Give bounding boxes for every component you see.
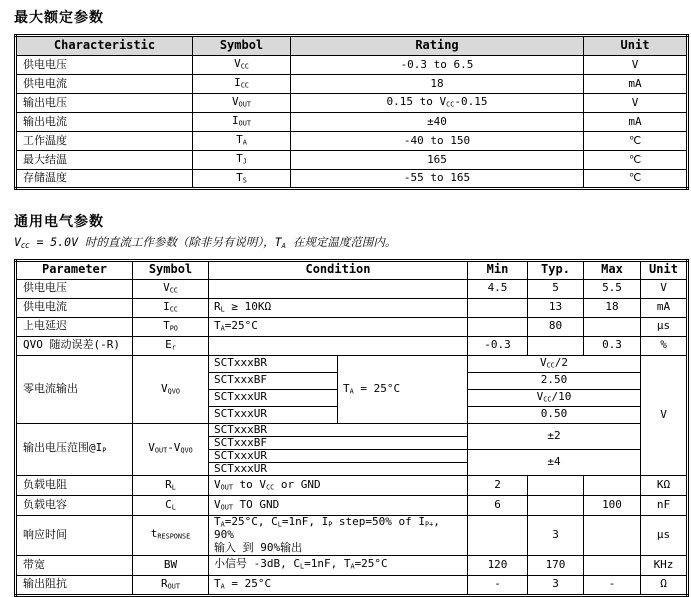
table-row <box>16 575 688 595</box>
max-cell <box>584 475 641 495</box>
variant-cell: SCTxxxUR <box>209 406 338 423</box>
characteristic-cell: 输出电流 <box>16 113 193 132</box>
min-cell: - <box>468 575 528 595</box>
min-cell: 6 <box>468 495 528 515</box>
characteristic-cell: 存储温度 <box>16 170 193 189</box>
characteristic-cell: 工作温度 <box>16 132 193 151</box>
header-characteristic: Characteristic <box>16 36 193 56</box>
header-condition: Condition <box>209 260 468 279</box>
header-typ: Typ. <box>528 260 584 279</box>
param-cell: 输出电压范围$@I_P$ <box>16 423 133 475</box>
typ-cell <box>528 336 584 355</box>
table-row <box>16 94 688 113</box>
table-row <box>16 555 688 575</box>
table-header-row <box>16 260 688 279</box>
symbol-cell: $t_{RESPONSE}$ <box>133 515 209 555</box>
symbol-cell: $T_{PO}$ <box>133 317 209 336</box>
symbol-cell: $R_L$ <box>133 475 209 495</box>
max-ratings-table <box>14 34 689 190</box>
section-title-general-params: 通用电气参数 <box>14 214 104 230</box>
unit-cell: KΩ <box>641 475 688 495</box>
table-header-row <box>16 36 688 56</box>
typ-cell <box>528 475 584 495</box>
symbol-cell: $E_r$ <box>133 336 209 355</box>
param-cell: QVO 随动误差(-R) <box>16 336 133 355</box>
header-parameter: Parameter <box>16 260 133 279</box>
unit-cell: Ω <box>641 575 688 595</box>
unit-cell: mA <box>641 298 688 317</box>
value-cell: 0.50 <box>468 406 641 423</box>
unit-cell: V <box>641 279 688 298</box>
rating-cell: 165 <box>291 151 584 170</box>
unit-cell: nF <box>641 495 688 515</box>
param-cell: 供电电压 <box>16 279 133 298</box>
header-symbol: Symbol <box>133 260 209 279</box>
symbol-cell: $I_{CC}$ <box>193 75 291 94</box>
value-cell: $V_{CC}/2$ <box>468 355 641 372</box>
table-row <box>16 279 688 298</box>
table-row <box>16 170 688 189</box>
symbol-cell: $R_{OUT}$ <box>133 575 209 595</box>
unit-cell: ℃ <box>584 132 688 151</box>
symbol-cell: BW <box>133 555 209 575</box>
header-max: Max <box>584 260 641 279</box>
typ-cell: 13 <box>528 298 584 317</box>
variant-cell: SCTxxxBF <box>209 436 468 449</box>
param-cell: 负载电容 <box>16 495 133 515</box>
unit-cell: V <box>584 56 688 75</box>
symbol-cell: $I_{CC}$ <box>133 298 209 317</box>
rating-cell: 18 <box>291 75 584 94</box>
table-row <box>16 355 688 372</box>
condition-cell: $R_L \ge 10K\Omega$ <box>209 298 468 317</box>
table-row <box>16 475 688 495</box>
variant-cell: SCTxxxBR <box>209 423 468 436</box>
max-cell <box>584 317 641 336</box>
min-cell <box>468 515 528 555</box>
rating-cell: -55 to 165 <box>291 170 584 189</box>
condition-cell <box>209 279 468 298</box>
table-row <box>16 317 688 336</box>
condition-cell: $V_{OUT}$ TO GND <box>209 495 468 515</box>
table-row <box>16 56 688 75</box>
rating-cell: 0.15 to $V_{CC}-0.15$ <box>291 94 584 113</box>
symbol-cell: $V_{CC}$ <box>133 279 209 298</box>
min-cell: 120 <box>468 555 528 575</box>
param-cell: 零电流输出 <box>16 355 133 423</box>
typ-cell: 5 <box>528 279 584 298</box>
header-unit: Unit <box>641 260 688 279</box>
rating-cell: ±40 <box>291 113 584 132</box>
symbol-cell: $C_L$ <box>133 495 209 515</box>
param-cell: 带宽 <box>16 555 133 575</box>
value-cell: ±2 <box>468 423 641 449</box>
max-cell: - <box>584 575 641 595</box>
unit-cell: KHz <box>641 555 688 575</box>
condition-cell <box>209 336 468 355</box>
symbol-cell: $I_{OUT}$ <box>193 113 291 132</box>
header-unit: Unit <box>584 36 688 56</box>
max-cell: 100 <box>584 495 641 515</box>
condition-cell: $T_A = 25^\circ C$ <box>209 575 468 595</box>
rating-cell: -40 to 150 <box>291 132 584 151</box>
value-cell: ±4 <box>468 449 641 475</box>
symbol-cell: $T_J$ <box>193 151 291 170</box>
variant-cell: SCTxxxUR <box>209 449 468 462</box>
rating-cell: -0.3 to 6.5 <box>291 56 584 75</box>
general-params-note: $V_{CC} = 5.0V$ 时的直流工作参数（除非另有说明），$T_A$ 在规定温度范围内。 <box>14 235 397 250</box>
characteristic-cell: 供电电流 <box>16 75 193 94</box>
general-params-table <box>14 259 689 597</box>
variant-cell: SCTxxxUR <box>209 462 468 475</box>
min-cell <box>468 298 528 317</box>
symbol-cell: $T_S$ <box>193 170 291 189</box>
unit-cell: ℃ <box>584 170 688 189</box>
variant-cell: SCTxxxUR <box>209 389 338 406</box>
typ-cell: 170 <box>528 555 584 575</box>
max-cell: 0.3 <box>584 336 641 355</box>
min-cell: -0.3 <box>468 336 528 355</box>
unit-cell: mA <box>584 113 688 132</box>
symbol-cell: $V_{OUT}-V_{QVO}$ <box>133 423 209 475</box>
variant-cell: SCTxxxBF <box>209 372 338 389</box>
condition-cell: $T_A=25^\circ C$, $C_L=1nF$, $I_P$ step=50% of $I_{P+}$, 90% 输入 到 90%输出 <box>209 515 468 555</box>
value-cell: $V_{CC}/10$ <box>468 389 641 406</box>
header-symbol: Symbol <box>193 36 291 56</box>
characteristic-cell: 供电电压 <box>16 56 193 75</box>
table-row <box>16 298 688 317</box>
symbol-cell: $V_{OUT}$ <box>193 94 291 113</box>
section-title-max-ratings: 最大额定参数 <box>14 10 104 26</box>
min-cell: 2 <box>468 475 528 495</box>
min-cell: 4.5 <box>468 279 528 298</box>
max-cell <box>584 555 641 575</box>
table-row <box>16 423 688 436</box>
unit-cell: V <box>641 355 688 475</box>
typ-cell: 3 <box>528 515 584 555</box>
table-row <box>16 151 688 170</box>
max-cell <box>584 515 641 555</box>
table-row <box>16 515 688 555</box>
param-cell: 响应时间 <box>16 515 133 555</box>
symbol-cell: $V_{QVO}$ <box>133 355 209 423</box>
characteristic-cell: 输出电压 <box>16 94 193 113</box>
condition-cell: $T_A = 25^\circ C$ <box>338 355 468 423</box>
characteristic-cell: 最大结温 <box>16 151 193 170</box>
unit-cell: V <box>584 94 688 113</box>
table-row <box>16 336 688 355</box>
table-row <box>16 113 688 132</box>
max-cell: 5.5 <box>584 279 641 298</box>
condition-cell: $V_{OUT}$ to $V_{CC}$ or GND <box>209 475 468 495</box>
param-cell: 负载电阻 <box>16 475 133 495</box>
unit-cell: % <box>641 336 688 355</box>
min-cell <box>468 317 528 336</box>
condition-cell: 小信号 -3dB, $C_L=1nF$, $T_A=25^\circ C$ <box>209 555 468 575</box>
typ-cell: 3 <box>528 575 584 595</box>
unit-cell: μs <box>641 515 688 555</box>
typ-cell <box>528 495 584 515</box>
param-cell: 输出阻抗 <box>16 575 133 595</box>
value-cell: 2.50 <box>468 372 641 389</box>
typ-cell: 80 <box>528 317 584 336</box>
variant-cell: SCTxxxBR <box>209 355 338 372</box>
table-row <box>16 132 688 151</box>
condition-cell: $T_A=25^\circ C$ <box>209 317 468 336</box>
param-cell: 供电电流 <box>16 298 133 317</box>
unit-cell: μs <box>641 317 688 336</box>
symbol-cell: $V_{CC}$ <box>193 56 291 75</box>
unit-cell: ℃ <box>584 151 688 170</box>
max-cell: 18 <box>584 298 641 317</box>
table-row <box>16 495 688 515</box>
header-rating: Rating <box>291 36 584 56</box>
symbol-cell: $T_A$ <box>193 132 291 151</box>
header-min: Min <box>468 260 528 279</box>
unit-cell: mA <box>584 75 688 94</box>
table-row <box>16 75 688 94</box>
param-cell: 上电延迟 <box>16 317 133 336</box>
